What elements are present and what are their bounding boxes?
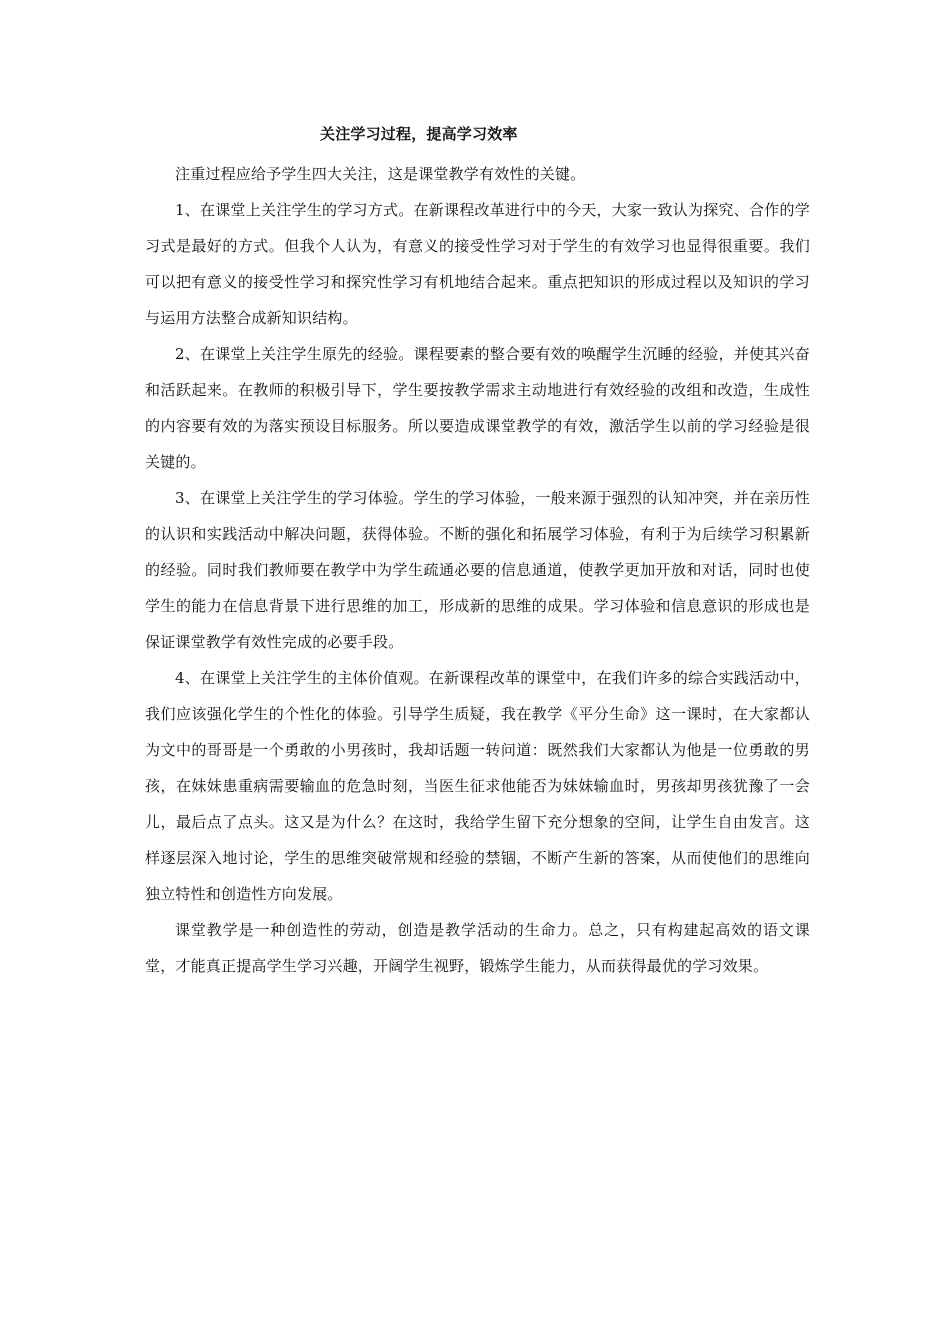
conclusion-paragraph: 课堂教学是一种创造性的劳动，创造是教学活动的生命力。总之，只有构建起高效的语文课堂，才能真正提高学生学习兴趣，开阔学生视野，锻炼学生能力，从而获得最优的学习效果。 <box>145 921 810 975</box>
document-title: 关注学习过程，提高学习效率 <box>320 125 518 143</box>
paragraph-learning-experience: 3、在课堂上关注学生的学习体验。学生的学习体验，一般来源于强烈的认知冲突，并在亲历性的认识和实践活动中解决问题，获得体验。不断的强化和拓展学习体验，有利于为后续学习积累新的经验。同时我们教师要在教学中为学生疏通必要的信息通道，使教学更加开放和对话，同时也使学生的能力在信息背景下进行思维的加工，形成新的思维的成果。学习体验和信息意识的形成也是保证课堂教学有效性完成的必要手段。 <box>145 489 810 651</box>
paragraph-prior-experience: 2、在课堂上关注学生原先的经验。课程要素的整合要有效的唤醒学生沉睡的经验，并使其兴奋和活跃起来。在教师的积极引导下，学生要按教学需求主动地进行有效经验的改组和改造，生成性的内容要有效的为落实预设目标服务。所以要造成课堂教学的有效，激活学生以前的学习经验是很关键的。 <box>145 345 810 471</box>
paragraph-learning-method: 1、在课堂上关注学生的学习方式。在新课程改革进行中的今天，大家一致认为探究、合作的学习式是最好的方式。但我个人认为，有意义的接受性学习对于学生的有效学习也显得很重要。我们可以把有意义的接受性学习和探究性学习有机地结合起来。重点把知识的形成过程以及知识的学习与运用方法整合成新知识结构。 <box>145 201 810 327</box>
intro-paragraph: 注重过程应给予学生四大关注，这是课堂教学有效性的关键。 <box>175 165 586 183</box>
document-body <box>145 122 810 984</box>
paragraph-subject-values: 4、在课堂上关注学生的主体价值观。在新课程改革的课堂中，在我们许多的综合实践活动中，我们应该强化学生的个性化的体验。引导学生质疑，我在教学《平分生命》这一课时，在大家都认为文中的哥哥是一个勇敢的小男孩时，我却话题一转问道：既然我们大家都认为他是一位勇敢的男孩，在妹妹患重病需要输血的危急时刻，当医生征求他能否为妹妹输血时，男孩却男孩犹豫了一会儿，最后点了点头。这又是为什么？在这时，我给学生留下充分想象的空间，让学生自由发言。这样逐层深入地讨论，学生的思维突破常规和经验的禁锢，不断产生新的答案，从而使他们的思维向独立特性和创造性方向发展。 <box>145 669 810 903</box>
